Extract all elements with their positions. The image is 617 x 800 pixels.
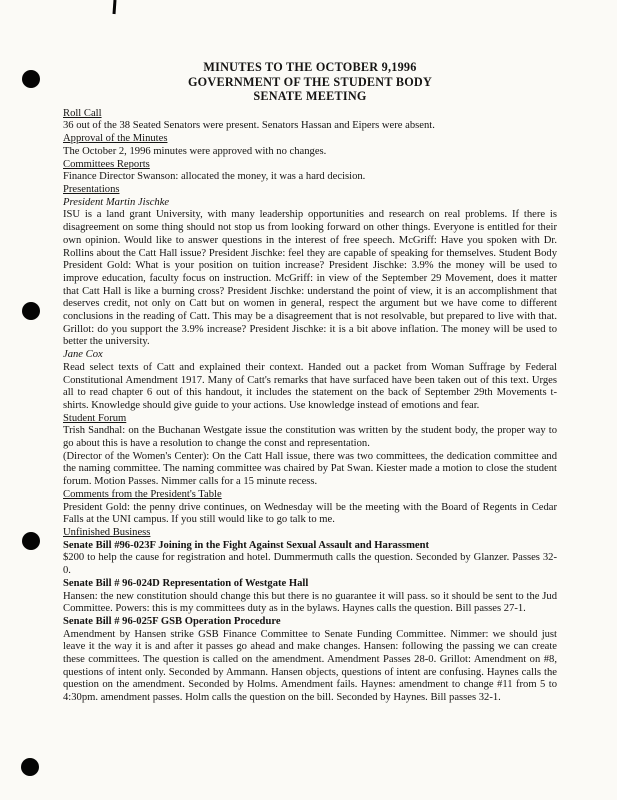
- bill-title-96-023F: Senate Bill #96-023F Joining in the Fight Against Sexual Assault and Harassment: [63, 539, 430, 551]
- speaker-president-martin-jischke: President Martin Jischke: [63, 196, 170, 208]
- paragraph-student-forum-womens-center: (Director of the Women's Center): On the Catt Hall issue, there was two committees, the dedication committee and the naming committee. The naming committee was chaired by Pat Swan. Kiester made a motion to close the student forum. Motion Passes. Nimmer calls for a 15 minute recess.: [63, 450, 557, 488]
- paragraph-presidents-table: President Gold: the penny drive continues, on Wednesday will be the meeting with the Board of Regents in Cedar Falls at the UNI campus. If you still would like to go talk to me.: [63, 501, 557, 526]
- paragraph-jischke-presentation: ISU is a land grant University, with many leadership opportunities and research on real problems. If there is disagreement on some thing should not stop us from looking forward on other things. Everyone is entitled for their own opinion. Would like to answer questions in the interest of free speech. McGriff: Have you spoken with Dr. Rollins about the Catt Hall issue? President Jischke: feel they are capable of speaking for themselves. Student Body President Gold: What is your position on tuition increase? President Jischke: 3.9% the money will be used to improve education, faculty focus on instruction. McGriff: in view of the September 29 Movement, does it matter that Catt Hall is like a burning cross? President Jischke: understand the point of view, it is an accomplishment that deserves credit, not only on Catt but on women in general, respect the argument but we have come to different conclusions in the reading of Catt. This may be a disagreement that is not resolvable, but prepared to live with that. Grillot: do you support the 3.9% increase? President Jischke: it is a bit above inflation. The money will be used to better the university.: [63, 209, 557, 348]
- document-body: [63, 60, 557, 705]
- section-heading-approval-of-minutes: Approval of the Minutes: [63, 133, 168, 145]
- paragraph-committees-reports: Finance Director Swanson: allocated the money, it was a hard decision.: [63, 171, 366, 183]
- section-heading-student-forum: Student Forum: [63, 412, 127, 424]
- paragraph-bill-96-024D: Hansen: the new constitution should change this but there is no guarantee it will pass. so it should be sent to the Jud Committee. Powers: this is my committees duty as in the bylaws. Haynes calls the question. Bill passes 27-1.: [63, 590, 557, 615]
- title-line-1: MINUTES TO THE OCTOBER 9,1996: [203, 60, 417, 74]
- hole-punch-mark-2: [22, 302, 40, 320]
- paragraph-student-forum-sandhal: Trish Sandhal: on the Buchanan Westgate issue the constitution was written by the student body, the proper way to go about this is have a resolution to change the const and representation.: [63, 425, 557, 450]
- paragraph-jane-cox-presentation: Read select texts of Catt and explained their context. Handed out a packet from Woman Suffrage by Federal Constitutional Amendment 1917. Many of Catt's remarks that have surfaced have been taken out of this text. Urges all to read chapter 6 out of this handout, it includes the statement on the back of September 29th Movements t-shirts. Knowledge should give guide to your actions. Use knowledge instead of emotions and fear.: [63, 361, 557, 411]
- hole-punch-mark-1: [22, 70, 40, 88]
- section-heading-unfinished-business: Unfinished Business: [63, 526, 151, 538]
- speaker-jane-cox: Jane Cox: [63, 349, 103, 361]
- title-line-3: SENATE MEETING: [253, 89, 367, 104]
- paragraph-approval-of-minutes: The October 2, 1996 minutes were approved with no changes.: [63, 145, 327, 157]
- section-heading-roll-call: Roll Call: [63, 107, 102, 119]
- document-title: [63, 60, 557, 104]
- hole-punch-mark-3: [22, 532, 40, 550]
- paragraph-bill-96-025F: Amendment by Hansen strike GSB Finance Committee to Senate Funding Committee. Nimmer: we should just leave it the way it is and after it passes go ahead and make changes. Hansen: following the passing we can create these committees. The question is called on the amendment. Amendment Passes 28-0. Grillot: Amendment on #8, questions of intent only. Seconded by Ammann. Hansen objects, questions of intent are confusing. Haynes calls the question on the amendment. Seconded by Holms. Amendment fails. Haynes: amendment to change #11 from 5 to 4:30pm. amendment passes. Holm calls the question on the bill. Seconded by Haynes. Bill passes 32-1.: [63, 628, 557, 704]
- bill-title-96-024D: Senate Bill # 96-024D Representation of Westgate Hall: [63, 577, 309, 589]
- section-heading-committees-reports: Committees Reports: [63, 158, 150, 170]
- section-heading-presentations: Presentations: [63, 184, 120, 195]
- hole-punch-mark-4: [21, 758, 39, 776]
- scan-artifact-mark: [113, 0, 117, 14]
- bill-title-96-025F: Senate Bill # 96-025F GSB Operation Procedure: [63, 615, 281, 627]
- paragraph-bill-96-023F: $200 to help the cause for registration and hotel. Dummermuth calls the question. Seconded by Glanzer. Passes 32-0.: [63, 552, 557, 577]
- paragraph-roll-call: 36 out of the 38 Seated Senators were present. Senators Hassan and Eipers were absent.: [63, 120, 435, 132]
- title-line-2: GOVERNMENT OF THE STUDENT BODY: [187, 74, 433, 89]
- section-heading-presidents-table: Comments from the President's Table: [63, 488, 222, 500]
